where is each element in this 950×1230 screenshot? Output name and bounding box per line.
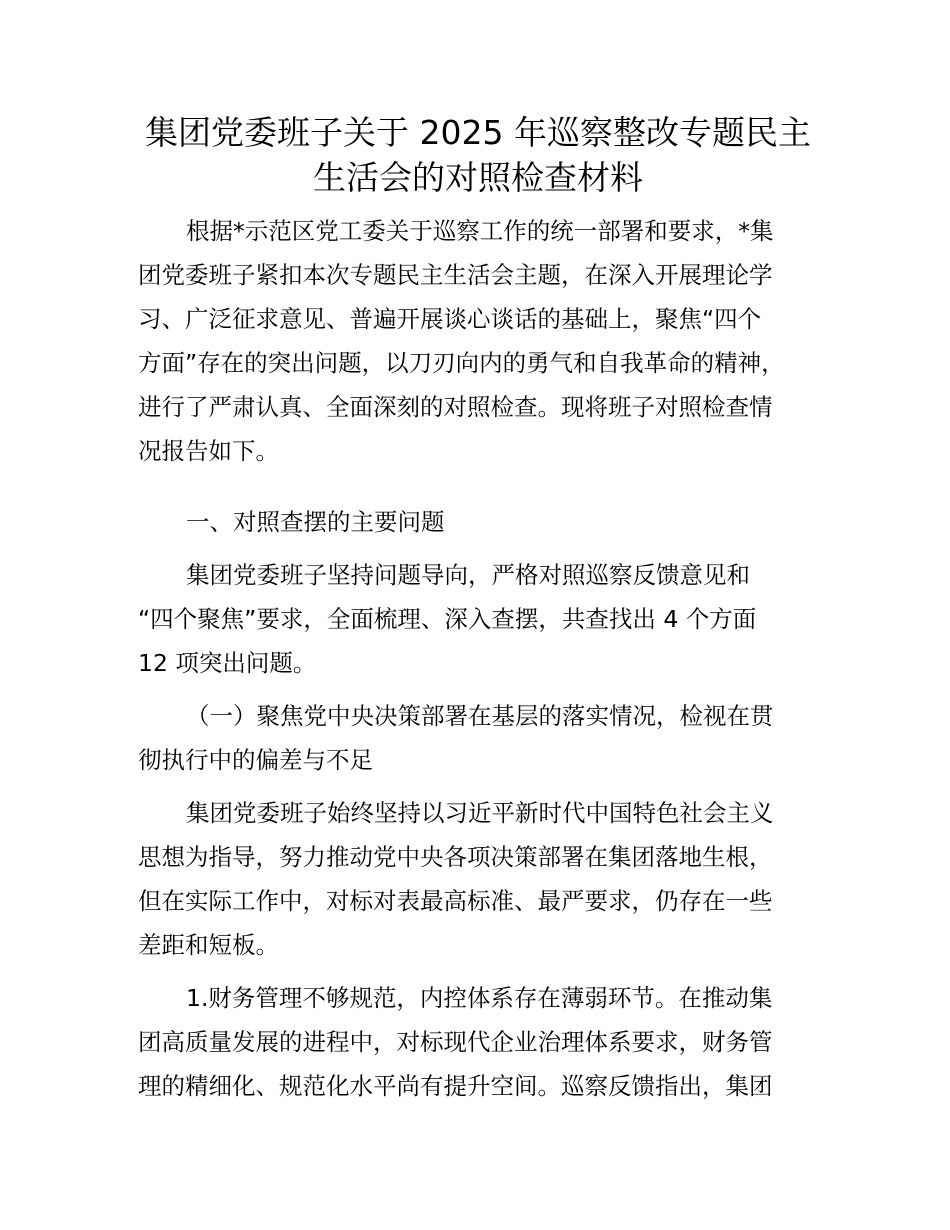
text-line: 12 项突出问题。: [138, 649, 317, 677]
paragraph: [138, 976, 818, 1108]
text-line: 进行了严肃认真、全面深刻的对照检查。现将班子对照检查情: [138, 393, 773, 421]
text-line: 理的精细化、规范化水平尚有提升空间。巡察反馈指出，集团: [138, 1072, 773, 1100]
text-line: 彻执行中的偏差与不足: [138, 746, 373, 774]
text-line: 方面”存在的突出问题，以刀刃向内的勇气和自我革命的精神，: [138, 349, 785, 377]
section-heading: [138, 500, 818, 544]
document-title: [108, 110, 848, 200]
text-line: 集团党委班子坚持问题导向，严格对照巡察反馈意见和: [186, 561, 750, 589]
text-line: 习、广泛征求意见、普遍开展谈心谈话的基础上，聚焦“四个: [138, 305, 762, 333]
text-line: 团高质量发展的进程中，对标现代企业治理体系要求，财务管: [138, 1028, 773, 1056]
text-line: 1.财务管理不够规范，内控体系存在薄弱环节。在推动集: [186, 984, 773, 1012]
document-page: [138, 110, 818, 1108]
text-line: 一、对照查摆的主要问题: [186, 508, 445, 536]
text-line: 差距和短板。: [138, 931, 279, 959]
text-line: （一）聚焦党中央决策部署在基层的落实情况，检视在贯: [186, 702, 774, 730]
text-line: 况报告如下。: [138, 437, 279, 465]
text-line: 但在实际工作中，对标对表最高标准、最严要求，仍存在一些: [138, 887, 773, 915]
paragraph: [138, 209, 818, 473]
paragraph: [138, 791, 818, 967]
title-line: 集团党委班子关于 2025 年巡察整改专题民主: [145, 113, 811, 152]
text-line: 思想为指导，努力推动党中央各项决策部署在集团落地生根，: [138, 843, 773, 871]
document-body: [138, 209, 818, 1108]
text-line: 集团党委班子始终坚持以习近平新时代中国特色社会主义: [186, 799, 774, 827]
title-line: 生活会的对照检查材料: [313, 158, 643, 197]
text-line: “四个聚焦”要求，全面梳理、深入查摆，共查找出 4 个方面: [138, 605, 757, 633]
text-line: 根据*示范区党工委关于巡察工作的统一部署和要求，*集: [186, 217, 774, 245]
paragraph: [138, 553, 818, 685]
text-line: 团党委班子紧扣本次专题民主生活会主题，在深入开展理论学: [138, 261, 773, 289]
paragraph: [138, 694, 818, 782]
